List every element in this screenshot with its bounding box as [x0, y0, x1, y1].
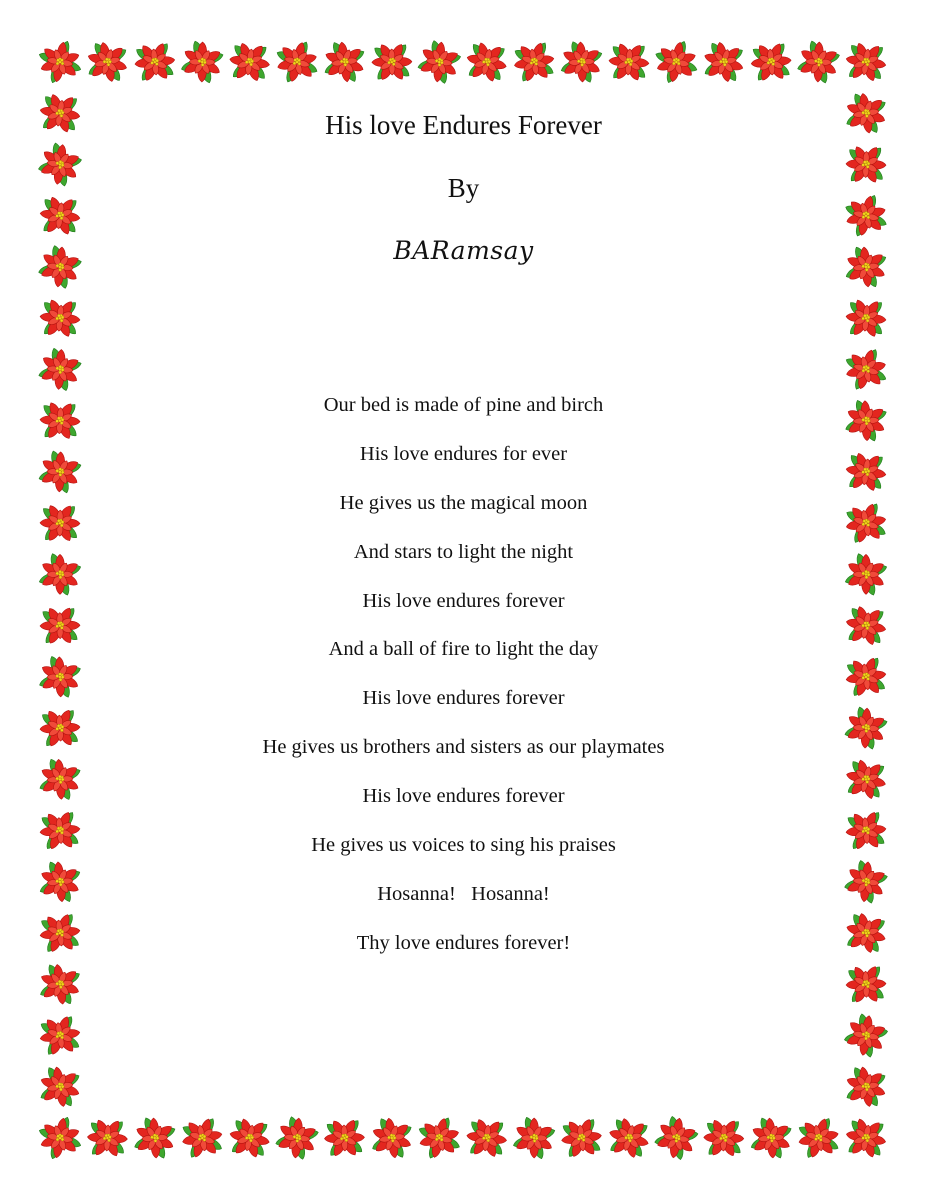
poinsettia-icon	[364, 34, 420, 90]
poinsettia-icon	[29, 1056, 91, 1118]
poem-line: His love endures forever	[362, 589, 565, 612]
poinsettia-icon	[837, 289, 896, 348]
poinsettia-icon	[76, 31, 138, 93]
poinsettia-icon	[744, 35, 798, 89]
poem-line: Hosanna! Hosanna!	[377, 882, 550, 905]
poem-line: His love endures for ever	[359, 442, 568, 465]
poinsettia-icon	[654, 39, 699, 84]
author-signature: BARamsay	[393, 236, 534, 265]
poinsettia-icon	[794, 1113, 844, 1163]
poem-line: His love endures forever	[362, 687, 565, 710]
poinsettia-icon	[317, 1110, 373, 1166]
poinsettia-icon	[550, 31, 613, 94]
poem-line: He gives us the magical moon	[339, 491, 588, 514]
poem-line: He gives us brothers and sisters as our playmates	[262, 736, 665, 759]
poinsettia-icon	[695, 1109, 753, 1167]
poinsettia-icon	[600, 33, 658, 91]
byline: By	[447, 173, 480, 203]
poem-body	[0, 390, 927, 977]
poinsettia-icon	[266, 1107, 328, 1169]
poinsettia-icon	[177, 1113, 228, 1164]
poinsettia-icon	[38, 40, 82, 84]
poinsettia-icon	[555, 1111, 608, 1164]
poem-line: Our bed is made of pine and birch	[323, 394, 604, 416]
poinsettia-icon	[219, 1108, 280, 1169]
poinsettia-icon	[842, 345, 891, 394]
poinsettia-icon	[128, 35, 182, 89]
poinsettia-icon	[836, 1108, 897, 1169]
poinsettia-icon	[38, 1116, 82, 1160]
poinsettia-icon	[220, 32, 280, 92]
poem-line: And stars to light the night	[353, 540, 574, 563]
poinsettia-icon	[78, 1109, 136, 1167]
poinsettia-icon	[836, 32, 896, 92]
poinsettia-icon	[836, 1005, 897, 1066]
poinsettia-icon	[273, 38, 321, 86]
poinsettia-icon	[835, 1056, 897, 1118]
poem-line: And a ball of fire to light the day	[328, 638, 599, 661]
poinsettia-icon	[34, 1010, 86, 1062]
poinsettia-icon	[788, 31, 850, 93]
poinsettia-icon	[409, 31, 470, 92]
poinsettia-icon	[124, 1107, 187, 1170]
poem-title: His love Endures Forever	[325, 110, 602, 140]
poinsettia-icon	[598, 1107, 660, 1169]
poinsettia-icon	[693, 31, 755, 93]
poinsettia-icon	[457, 1108, 517, 1168]
poinsettia-icon	[646, 1108, 707, 1169]
poem-line: He gives us voices to sing his praises	[311, 834, 616, 857]
poem-line: His love endures forever	[362, 785, 565, 808]
poinsettia-icon	[416, 1114, 463, 1161]
poinsettia-icon	[508, 36, 559, 87]
poinsettia-icon	[31, 289, 90, 348]
poinsettia-icon	[503, 1107, 565, 1169]
poinsettia-icon	[740, 1107, 803, 1170]
poinsettia-icon	[361, 1107, 423, 1169]
poinsettia-icon	[171, 31, 233, 93]
poem-line: Thy love endures forever!	[356, 931, 571, 954]
poinsettia-icon	[313, 31, 376, 94]
poinsettia-icon	[456, 31, 517, 92]
